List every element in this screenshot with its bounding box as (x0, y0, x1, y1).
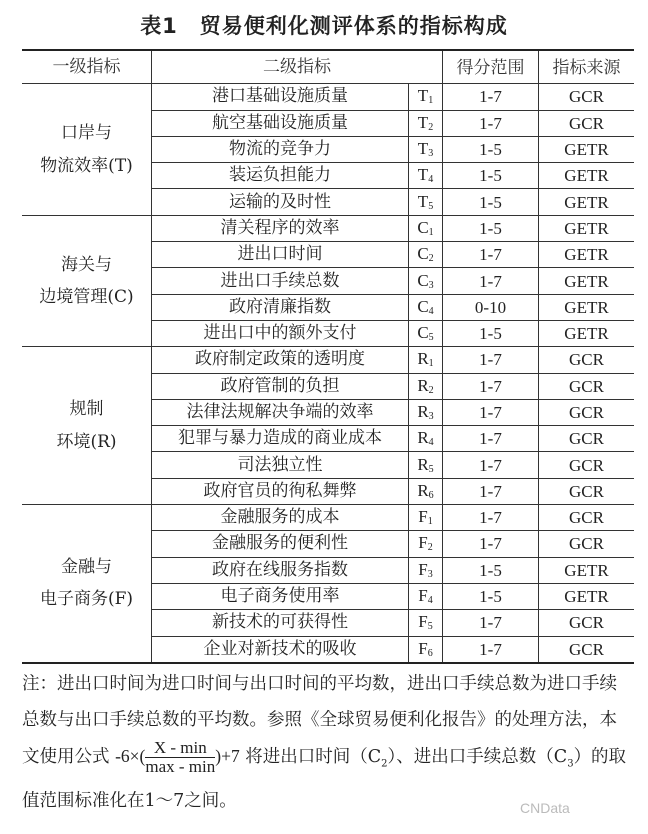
code-letter: C (417, 270, 429, 290)
table-row (22, 347, 634, 373)
indicator-code (409, 505, 443, 531)
code-letter: R (417, 375, 429, 395)
level1-line2: 边境管理(C) (39, 287, 134, 308)
header-level1: 一级指标 (22, 50, 152, 84)
note-text-3: ）、进出口手续总数（C (387, 747, 568, 767)
score-range: 1-7 (443, 426, 539, 452)
header-row (22, 50, 634, 84)
indicator-code (409, 189, 443, 215)
indicator-source: GCR (539, 478, 635, 504)
level2-indicator: 新技术的可获得性 (152, 610, 409, 636)
code-subscript: 4 (427, 595, 433, 607)
level2-indicator: 物流的竞争力 (152, 136, 409, 162)
code-subscript: 3 (427, 568, 433, 580)
code-letter: F (418, 612, 428, 632)
code-letter: C (417, 217, 429, 237)
code-subscript: 6 (428, 489, 434, 501)
indicator-code (409, 426, 443, 452)
indicator-source: GCR (539, 505, 635, 531)
level2-indicator: 电子商务使用率 (152, 583, 409, 609)
indicator-source: GETR (539, 136, 635, 162)
watermark: CNData (520, 800, 570, 816)
code-subscript: 3 (428, 279, 434, 291)
indicator-code (409, 136, 443, 162)
table-row (22, 505, 634, 531)
level1-line1: 海关与 (61, 254, 112, 275)
indicator-source: GCR (539, 636, 635, 663)
code-subscript: 1 (428, 226, 434, 238)
code-subscript: 2 (427, 542, 433, 554)
code-letter: R (417, 428, 429, 448)
level2-indicator: 政府清廉指数 (152, 294, 409, 320)
code-letter: R (417, 454, 429, 474)
level1-indicator (22, 84, 152, 215)
indicator-code (409, 215, 443, 241)
level1-line2: 环境(R) (56, 431, 117, 452)
level2-indicator: 犯罪与暴力造成的商业成本 (152, 426, 409, 452)
formula (115, 738, 240, 777)
indicator-code (409, 110, 443, 136)
score-range: 1-5 (443, 557, 539, 583)
indicator-source: GETR (539, 189, 635, 215)
formula-suffix: )+7 (215, 746, 240, 766)
table-title: 表1 贸易便利化测评体系的指标构成 (140, 14, 508, 38)
level1-indicator (22, 505, 152, 663)
note-sub: 3 (567, 758, 574, 770)
level2-indicator: 司法独立性 (152, 452, 409, 478)
code-letter: F (418, 507, 428, 527)
score-range: 1-7 (443, 505, 539, 531)
indicator-code (409, 320, 443, 346)
level1-line1: 口岸与 (61, 123, 112, 144)
code-subscript: 3 (428, 411, 434, 422)
indicator-code (409, 610, 443, 636)
code-subscript: 4 (428, 437, 434, 449)
indicator-source: GETR (539, 242, 635, 268)
code-subscript: 5 (428, 332, 434, 344)
note-text-2: 将进出口时间（C (245, 747, 382, 767)
score-range: 1-7 (443, 636, 539, 663)
formula-prefix: -6×( (115, 746, 146, 766)
table-note (22, 666, 634, 819)
level2-indicator: 装运负担能力 (152, 163, 409, 189)
indicator-code (409, 478, 443, 504)
indicator-source: GETR (539, 268, 635, 294)
code-letter: T (417, 86, 429, 106)
indicator-source: GETR (539, 320, 635, 346)
score-range: 1-5 (443, 320, 539, 346)
indicator-code (409, 347, 443, 373)
code-letter: F (418, 533, 428, 553)
score-range: 1-7 (443, 347, 539, 373)
score-range: 1-5 (443, 136, 539, 162)
code-letter: F (418, 559, 428, 579)
code-subscript: 2 (428, 253, 434, 265)
score-range: 1-7 (443, 242, 539, 268)
indicator-source: GCR (539, 84, 635, 110)
level1-line2: 电子商务(F) (39, 589, 134, 610)
indicator-code (409, 294, 443, 320)
indicator-source: GETR (539, 294, 635, 320)
indicator-source: GETR (539, 583, 635, 609)
score-range: 1-7 (443, 478, 539, 504)
indicator-source: GETR (539, 557, 635, 583)
level2-indicator: 金融服务的成本 (152, 505, 409, 531)
indicator-source: GCR (539, 110, 635, 136)
level2-indicator: 政府官员的徇私舞弊 (152, 478, 409, 504)
header-range: 得分范围 (443, 50, 539, 84)
code-letter: R (417, 349, 429, 369)
code-subscript: 1 (427, 516, 433, 528)
level2-indicator: 运输的及时性 (152, 189, 409, 215)
indicator-source: GCR (539, 373, 635, 399)
level1-indicator (22, 215, 152, 346)
level2-indicator: 法律法规解决争端的效率 (152, 399, 409, 425)
code-subscript: 2 (428, 121, 434, 133)
level2-indicator: 进出口时间 (152, 242, 409, 268)
code-letter: R (417, 480, 429, 500)
code-subscript: 5 (428, 200, 434, 212)
level1-indicator (22, 347, 152, 505)
indicator-code (409, 452, 443, 478)
table-row (22, 84, 634, 110)
header-source: 指标来源 (539, 50, 635, 84)
score-range: 1-5 (443, 163, 539, 189)
indicator-code (409, 373, 443, 399)
level1-line2: 物流效率(T) (40, 155, 133, 176)
level2-indicator: 进出口手续总数 (152, 268, 409, 294)
header-level2: 二级指标 (152, 50, 443, 84)
indicator-code (409, 399, 443, 425)
code-subscript: 5 (428, 463, 434, 475)
score-range: 1-7 (443, 110, 539, 136)
level2-indicator: 企业对新技术的吸收 (152, 636, 409, 663)
code-letter: T (417, 191, 429, 211)
code-letter: T (417, 112, 429, 132)
indicator-code (409, 557, 443, 583)
note-text-4: ）的取值范围标准化在1～7之间。 (22, 747, 627, 811)
score-range: 1-7 (443, 610, 539, 636)
formula-numerator: X - min (145, 739, 215, 758)
indicator-code (409, 242, 443, 268)
score-range: 1-5 (443, 189, 539, 215)
code-subscript: 4 (428, 174, 434, 186)
code-letter: F (418, 638, 428, 658)
indicator-source: GCR (539, 610, 635, 636)
code-subscript: 3 (428, 148, 434, 160)
level1-line1: 规制 (69, 399, 104, 420)
indicator-source: GCR (539, 531, 635, 557)
score-range: 1-7 (443, 84, 539, 110)
code-letter: F (418, 586, 428, 606)
score-range: 0-10 (443, 294, 539, 320)
code-subscript: 6 (427, 647, 433, 659)
indicator-code (409, 636, 443, 663)
note-text: 注：进出口时间为进口时间与出口时间的平均数，进出口手续总数为进口手续总数与出口手续总数的平均数。参照《全球贸易便利化报告》的处理方法，本文使用公式 (22, 674, 617, 767)
level2-indicator: 清关程序的效率 (152, 215, 409, 241)
indicator-source: GCR (539, 426, 635, 452)
formula-denominator: max - min (145, 757, 216, 777)
level2-indicator: 金融服务的便利性 (152, 531, 409, 557)
level2-indicator: 港口基础设施质量 (152, 84, 409, 110)
code-letter: C (417, 323, 429, 343)
level2-indicator: 进出口中的额外支付 (152, 320, 409, 346)
level2-indicator: 政府在线服务指数 (152, 557, 409, 583)
level2-indicator: 政府制定政策的透明度 (152, 347, 409, 373)
code-letter: C (417, 296, 429, 316)
level2-indicator: 航空基础设施质量 (152, 110, 409, 136)
score-range: 1-5 (443, 583, 539, 609)
code-subscript: 1 (428, 95, 434, 107)
indicator-code (409, 163, 443, 189)
indicator-source: GETR (539, 163, 635, 189)
score-range: 1-7 (443, 268, 539, 294)
note-sub: 2 (381, 758, 388, 770)
code-letter: C (417, 244, 429, 264)
indicator-code (409, 583, 443, 609)
code-letter: T (417, 165, 429, 185)
code-subscript: 5 (427, 621, 433, 633)
indicator-source: GETR (539, 215, 635, 241)
score-range: 1-7 (443, 531, 539, 557)
indicator-code (409, 531, 443, 557)
code-letter: R (417, 402, 429, 421)
indicator-code (409, 268, 443, 294)
indicator-source: GCR (539, 347, 635, 373)
level2-indicator: 政府管制的负担 (152, 373, 409, 399)
score-range: 1-7 (443, 373, 539, 399)
code-subscript: 2 (428, 384, 434, 396)
table-row (22, 215, 634, 241)
indicator-code (409, 84, 443, 110)
code-subscript: 1 (428, 358, 434, 370)
code-subscript: 4 (428, 305, 434, 317)
score-range: 1-7 (443, 452, 539, 478)
indicator-source: GCR (539, 452, 635, 478)
code-letter: T (417, 139, 429, 159)
level1-line1: 金融与 (61, 557, 112, 578)
indicator-table (22, 49, 634, 664)
score-range: 1-7 (443, 399, 539, 425)
score-range: 1-5 (443, 215, 539, 241)
formula-fraction (145, 739, 215, 776)
indicator-source: GCR (539, 399, 635, 425)
